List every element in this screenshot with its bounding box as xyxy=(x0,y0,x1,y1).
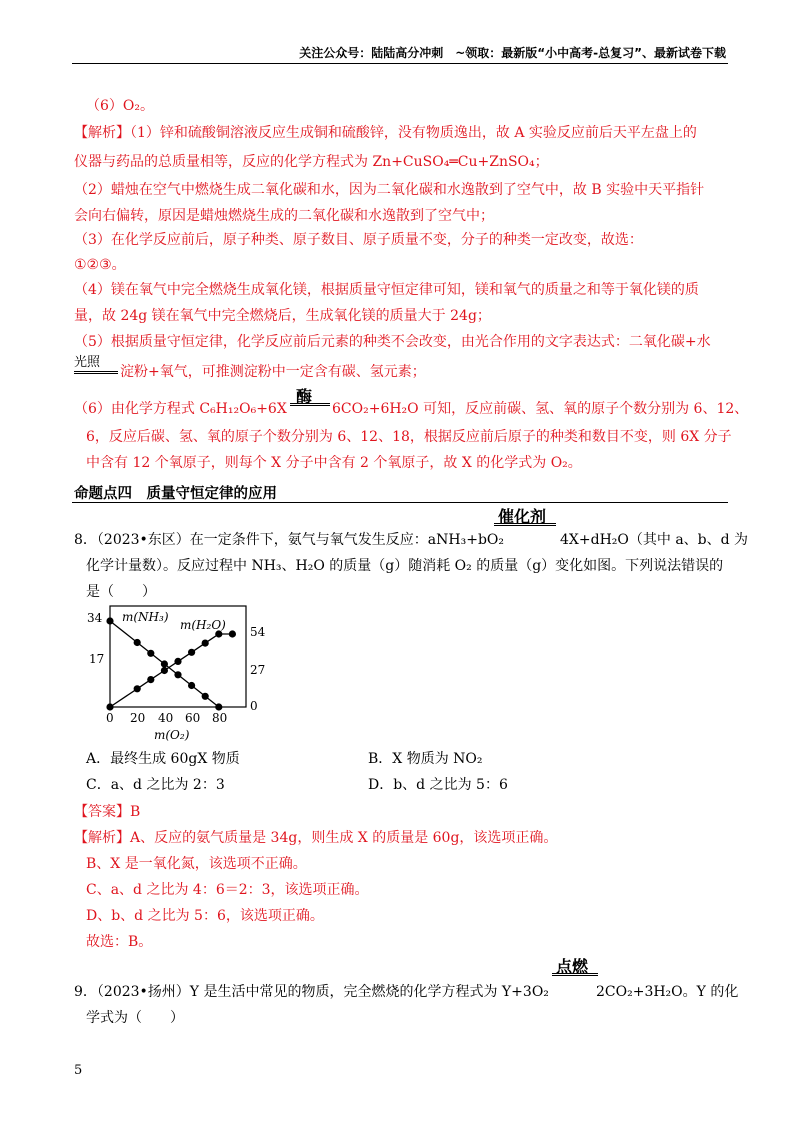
sol-line-14: 中含有 12 个氧原子，则每个 X 分子中含有 2 个氧原子，故 X 的化学式为 O₂。 xyxy=(86,455,582,471)
series-line-1 xyxy=(110,634,232,707)
q9-line-1b: 2CO₂+3H₂O。Y 的化 xyxy=(596,984,739,1000)
x-axis-label: m(O₂) xyxy=(154,728,190,742)
q8-option-c: C．a、d 之比为 2：3 xyxy=(86,777,225,793)
series-0-point-6 xyxy=(202,693,209,700)
q8-explain-3: C、a、d 之比为 4：6＝2：3，该选项正确。 xyxy=(86,882,369,898)
y-right-tick-27: 27 xyxy=(250,663,266,677)
q8-option-d: D．b、d 之比为 5：6 xyxy=(368,777,508,793)
reaction-equals-bar xyxy=(290,403,330,406)
sol-line-12b: 6CO₂+6H₂O 可知，反应前碳、氢、氧的原子个数分别为 6、12、 xyxy=(332,401,749,417)
ignite-condition: 点燃 xyxy=(556,957,589,976)
series-1-point-2 xyxy=(147,676,154,683)
catalyst-condition: 催化剂 xyxy=(498,507,547,526)
series-0-point-1 xyxy=(134,639,141,646)
q9-line-2: 学式为（ ） xyxy=(86,1010,184,1026)
x-tick-40: 40 xyxy=(158,711,174,725)
catalyst-equals-bar xyxy=(494,523,556,526)
section-title: 命题点四 质量守恒定律的应用 xyxy=(74,486,277,502)
q9-line-1a: 9．（2023•扬州）Y 是生活中常见的物质，完全燃烧的化学方程式为 Y+3O₂ xyxy=(74,984,549,1000)
q8-explain-5: 故选：B。 xyxy=(86,934,153,950)
series-0-point-3 xyxy=(161,660,168,667)
x-tick-0: 0 xyxy=(106,711,114,725)
sol-line-5: 会向右偏转，原因是蜡烛燃烧生成的二氧化碳和水逸散到了空气中； xyxy=(74,208,494,224)
series-0-point-7 xyxy=(215,703,222,710)
y-left-tick-17: 17 xyxy=(89,652,105,666)
mass-chart xyxy=(84,602,374,747)
q8-option-b: B．X 物质为 NO₂ xyxy=(368,751,483,767)
sol-line-2: 【解析】（1）锌和硫酸铜溶液反应生成铜和硫酸锌，没有物质逸出，故 A 实验反应前后天平左盘上的 xyxy=(74,125,697,141)
x-tick-20: 20 xyxy=(130,711,146,725)
legend-nh3: m(NH₃) xyxy=(122,610,169,624)
sol-line-4: （2）蜡烛在空气中燃烧生成二氧化碳和水，因为二氧化碳和水逸散到了空气中，故 B 实验中天平指针 xyxy=(74,182,705,198)
sol-line-10: （5）根据质量守恒定律，化学反应前后元素的种类不会改变，由光合作用的文字表达式：二氧化碳+水 xyxy=(74,334,711,350)
series-1-point-5 xyxy=(188,649,195,656)
sol-line-8: （4）镁在氧气中完全燃烧生成氧化镁，根据质量守恒定律可知，镁和氧气的质量之和等于氧化镁的质 xyxy=(74,282,699,298)
q8-line-3: 是（ ） xyxy=(86,584,156,600)
series-1-point-6 xyxy=(202,640,209,647)
series-1-point-1 xyxy=(134,685,141,692)
sol-line-13: 6，反应后碳、氢、氧的原子个数分别为 6、12、18，根据反应前后原子的种类和数目不变，则 6X 分子 xyxy=(86,429,732,445)
sol-line-7: ①②③。 xyxy=(74,257,126,273)
page-header: 关注公众号：陆陆高分冲刺 ~领取：最新版“小中高考-总复习”、最新试卷下载 xyxy=(299,46,726,60)
q8-line-2: 化学计量数）。反应过程中 NH₃、H₂O 的质量（g）随消耗 O₂ 的质量（g）变化如图。下列说法错误的 xyxy=(86,558,724,574)
y-left-tick-34: 34 xyxy=(87,611,103,625)
photosynthesis-condition: 光照 xyxy=(74,355,101,370)
series-0-point-5 xyxy=(188,682,195,689)
series-1-point-0 xyxy=(106,703,113,710)
legend-h2o: m(H₂O) xyxy=(180,618,226,632)
header-rule xyxy=(72,63,728,64)
q8-explain-1: 【解析】A、反应的氨气质量是 34g，则生成 X 的质量是 60g，该选项正确。 xyxy=(74,830,558,846)
sol-line-11: 淀粉+氧气，可推测淀粉中一定含有碳、氢元素； xyxy=(120,364,426,380)
sol-line-12a: （6）由化学方程式 C₆H₁₂O₆+6X xyxy=(74,401,287,417)
q8-option-a: A．最终生成 60gX 物质 xyxy=(86,751,240,767)
sol-line-9: 量，故 24g 镁在氧气中完全燃烧后，生成氧化镁的质量大于 24g； xyxy=(74,308,491,324)
series-1-point-3 xyxy=(161,667,168,674)
sol-line-1: （6）O₂。 xyxy=(86,98,154,114)
q8-line-1a: 8．（2023•东区）在一定条件下，氨气与氧气发生反应：aNH₃+bO₂ xyxy=(74,532,504,548)
sol-line-3: 仪器与药品的总质量相等，反应的化学方程式为 Zn+CuSO₄═Cu+ZnSO₄； xyxy=(74,154,549,170)
series-1-point-8 xyxy=(229,630,236,637)
q8-answer: 【答案】B xyxy=(74,804,141,820)
series-0-point-4 xyxy=(174,671,181,678)
q8-line-1b: 4X+dH₂O（其中 a、b、d 为 xyxy=(560,532,749,548)
page-number: 5 xyxy=(74,1063,83,1078)
q8-explain-2: B、X 是一氧化氮，该选项不正确。 xyxy=(86,856,307,872)
x-tick-60: 60 xyxy=(185,711,201,725)
enzyme-condition: 酶 xyxy=(296,387,313,406)
y-right-tick-54: 54 xyxy=(250,625,266,639)
series-1-point-4 xyxy=(174,658,181,665)
series-0-point-2 xyxy=(147,650,154,657)
section-rule xyxy=(72,502,728,503)
y-right-tick-0: 0 xyxy=(250,699,258,713)
x-tick-80: 80 xyxy=(212,711,228,725)
ignite-equals-bar xyxy=(552,973,598,976)
series-0-point-0 xyxy=(106,617,113,624)
reaction-arrow-bar xyxy=(74,371,118,374)
sol-line-6: （3）在化学反应前后，原子种类、原子数目、原子质量不变，分子的种类一定改变，故选： xyxy=(74,232,643,248)
q8-explain-4: D、b、d 之比为 5：6，该选项正确。 xyxy=(86,908,324,924)
